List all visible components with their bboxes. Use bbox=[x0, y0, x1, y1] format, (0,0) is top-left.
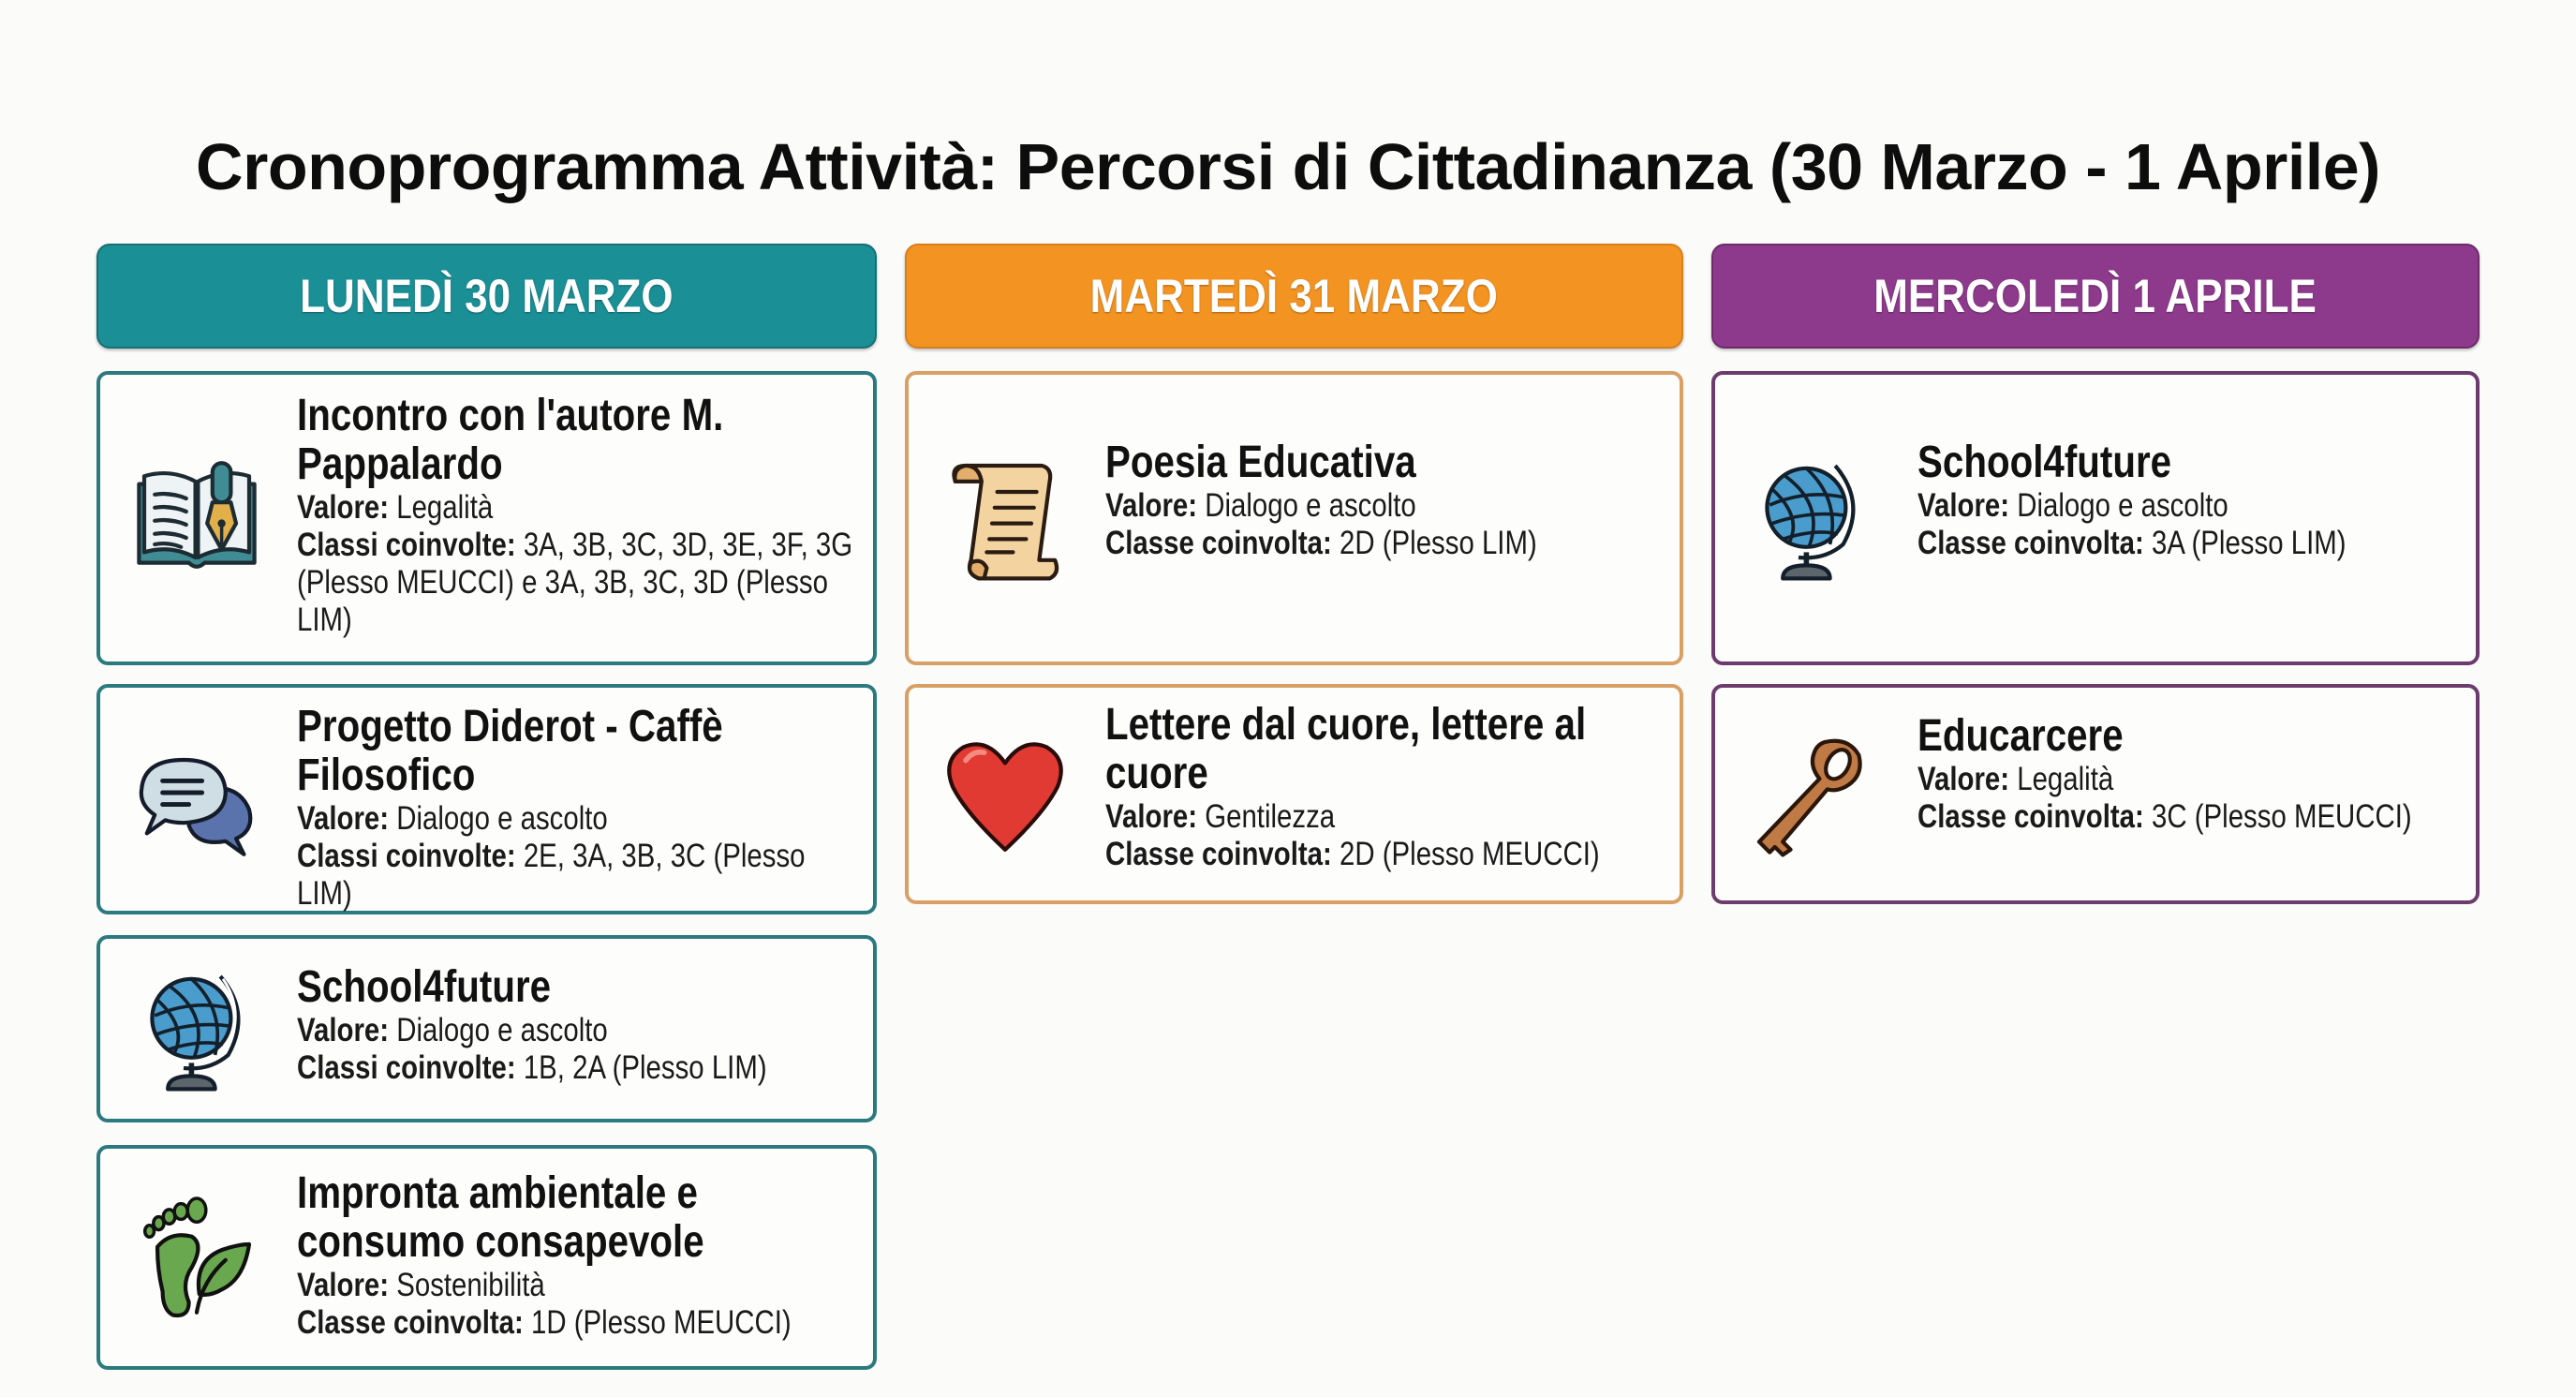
activity-classes bbox=[1105, 836, 1665, 873]
activity-title: Impronta ambientale e consumo consapevole bbox=[297, 1168, 704, 1267]
speech-bubbles-icon bbox=[126, 729, 267, 869]
day-header-monday bbox=[96, 244, 877, 349]
value-label: Valore: bbox=[1917, 487, 2010, 524]
value-label: Valore: bbox=[297, 800, 390, 837]
activity-details bbox=[1105, 701, 1665, 873]
classes-text: 3C (Plesso MEUCCI) bbox=[2152, 798, 2412, 835]
value-text: Dialogo e ascolto bbox=[2017, 487, 2228, 524]
classes-label: Classi coinvolte: bbox=[297, 838, 516, 874]
activity-details bbox=[297, 963, 858, 1087]
activity-card bbox=[96, 935, 877, 1122]
activity-details bbox=[1917, 438, 2461, 562]
activity-classes bbox=[1917, 525, 2461, 562]
value-label: Valore: bbox=[1105, 798, 1198, 835]
activity-card bbox=[96, 1145, 877, 1370]
activity-classes bbox=[297, 1304, 858, 1342]
heart-icon bbox=[935, 724, 1075, 865]
value-label: Valore: bbox=[297, 1267, 390, 1303]
value-text: Sostenibilità bbox=[396, 1267, 545, 1303]
globe-icon bbox=[126, 959, 267, 1099]
activity-card bbox=[96, 371, 877, 665]
activity-title: School4future bbox=[297, 962, 552, 1012]
value-label: Valore: bbox=[297, 489, 390, 526]
classes-label: Classe coinvolta: bbox=[1917, 525, 2144, 561]
day-header-wednesday bbox=[1711, 244, 2480, 349]
activity-classes bbox=[1917, 798, 2461, 836]
classes-text: 1D (Plesso MEUCCI) bbox=[531, 1304, 792, 1341]
book-pen-icon bbox=[126, 448, 267, 588]
classes-text: 3A, 3B, 3C, 3D, 3E, 3F, 3G (Plesso MEUCCI) e 3A, 3B, 3C, 3D (Plesso LIM) bbox=[297, 527, 853, 638]
activity-value bbox=[297, 1012, 858, 1049]
classes-text: 3A (Plesso LIM) bbox=[2152, 525, 2347, 561]
classes-label: Classi coinvolte: bbox=[297, 527, 516, 563]
activity-card bbox=[1711, 371, 2480, 665]
value-text: Dialogo e ascolto bbox=[396, 800, 608, 837]
value-label: Valore: bbox=[1105, 487, 1198, 524]
activity-title: Poesia Educativa bbox=[1105, 438, 1416, 487]
classes-text: 1B, 2A (Plesso LIM) bbox=[523, 1049, 767, 1086]
activity-value bbox=[1917, 761, 2461, 798]
page-title: Cronoprogramma Attività: Percorsi di Cittadinanza (30 Marzo - 1 Aprile) bbox=[196, 129, 2380, 203]
activity-details bbox=[297, 1169, 858, 1342]
day-header-label: LUNEDÌ 30 MARZO bbox=[300, 270, 674, 322]
activity-classes bbox=[297, 838, 858, 913]
day-header-label: MARTEDÌ 31 MARZO bbox=[1089, 270, 1499, 322]
value-text: Dialogo e ascolto bbox=[396, 1012, 608, 1048]
activity-value bbox=[297, 489, 858, 527]
day-column-monday bbox=[96, 244, 877, 1341]
value-text: Legalità bbox=[396, 489, 494, 526]
value-label: Valore: bbox=[1917, 761, 2010, 797]
activity-card bbox=[96, 684, 877, 914]
activity-classes bbox=[297, 1049, 858, 1087]
activity-details bbox=[1917, 712, 2461, 836]
activity-details bbox=[1105, 438, 1665, 562]
day-header-label: MERCOLEDÌ 1 APRILE bbox=[1873, 270, 2317, 322]
day-column-wednesday bbox=[1711, 244, 2480, 835]
activity-title: Educarcere bbox=[1917, 711, 2124, 761]
classes-text: 2D (Plesso MEUCCI) bbox=[1340, 836, 1600, 872]
activity-classes bbox=[297, 527, 858, 639]
activity-title: Lettere dal cuore, lettere al cuore bbox=[1105, 700, 1587, 798]
activity-title: Progetto Diderot - Caffè Filosofico bbox=[297, 702, 723, 800]
value-text: Gentilezza bbox=[1205, 798, 1336, 835]
activity-card bbox=[905, 371, 1683, 665]
scroll-icon bbox=[935, 448, 1075, 588]
value-label: Valore: bbox=[297, 1012, 390, 1048]
activity-card bbox=[905, 684, 1683, 904]
day-header-tuesday bbox=[905, 244, 1683, 349]
activity-value bbox=[297, 1267, 858, 1304]
day-column-tuesday bbox=[905, 244, 1683, 872]
activity-details bbox=[297, 392, 858, 639]
activity-value bbox=[297, 800, 858, 838]
activity-value bbox=[1105, 487, 1665, 525]
key-icon bbox=[1741, 724, 1882, 865]
footprint-leaf-icon bbox=[126, 1187, 267, 1328]
classes-text: 2D (Plesso LIM) bbox=[1340, 525, 1537, 561]
classes-label: Classi coinvolte: bbox=[297, 1049, 516, 1086]
value-text: Dialogo e ascolto bbox=[1205, 487, 1416, 524]
activity-value bbox=[1917, 487, 2461, 525]
classes-label: Classe coinvolta: bbox=[1105, 525, 1332, 561]
activity-title: Incontro con l'autore M. Pappalardo bbox=[297, 391, 724, 489]
classes-label: Classe coinvolta: bbox=[1105, 836, 1332, 872]
globe-icon bbox=[1741, 448, 1882, 588]
classes-label: Classe coinvolta: bbox=[297, 1304, 524, 1341]
activity-value bbox=[1105, 798, 1665, 836]
activity-title: School4future bbox=[1917, 438, 2172, 487]
classes-label: Classe coinvolta: bbox=[1917, 798, 2144, 835]
classes-text: 2E, 3A, 3B, 3C (Plesso LIM) bbox=[297, 838, 806, 912]
activity-card bbox=[1711, 684, 2480, 904]
value-text: Legalità bbox=[2017, 761, 2114, 797]
activity-details bbox=[297, 703, 858, 913]
activity-classes bbox=[1105, 525, 1665, 562]
